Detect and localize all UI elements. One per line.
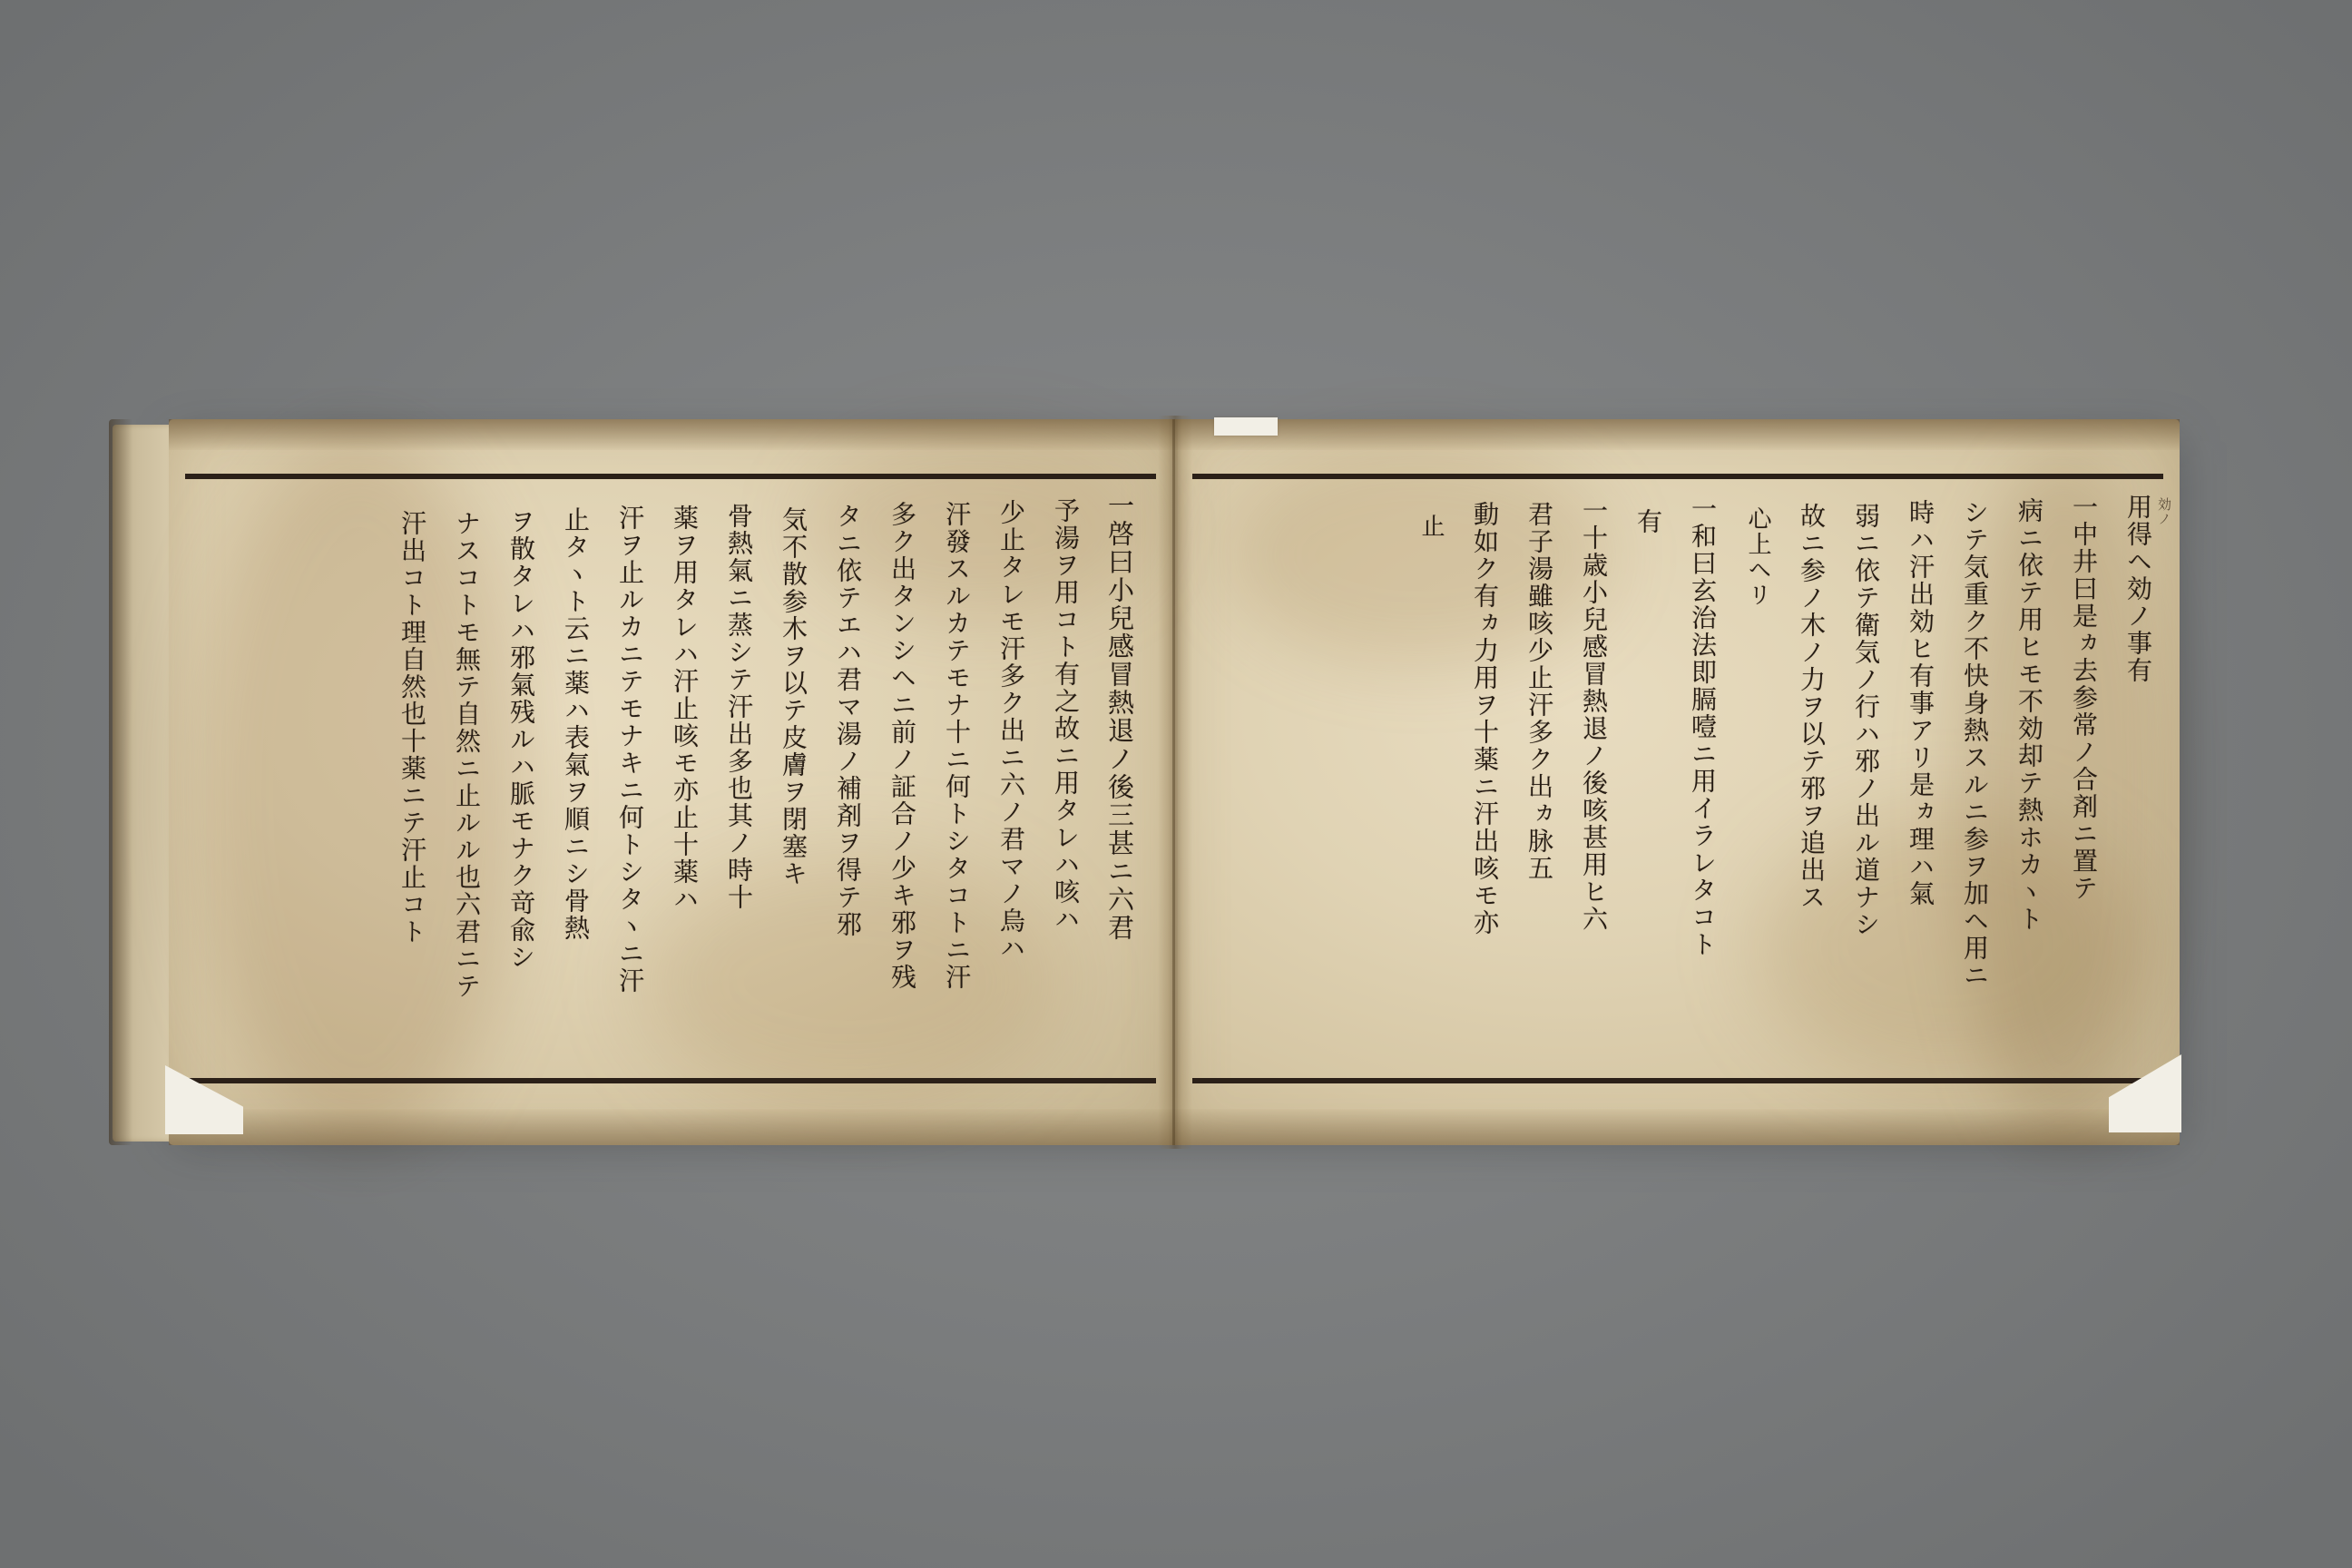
open-book	[169, 419, 2180, 1145]
text-column-r8: 心上ヘリ	[1744, 506, 1771, 608]
text-column-r7: 故ニ参ノ木ノ力ヲ以テ邪ヲ追出ス	[1797, 503, 1827, 911]
text-column-r3: 病ニ依テ用ヒモ不効却テ熱ホカヽト	[2014, 497, 2044, 933]
text-column-r12: 君子湯雖咳少止汗多ク出ヵ脉五	[1524, 501, 1554, 882]
text-column-r1: 用得ヘ効ノ事有	[2123, 494, 2153, 684]
text-column-l2: 予湯ヲ用コト有之故ニ用タレハ咳ハ	[1051, 497, 1081, 933]
text-column-r5: 時ハ汗出効ヒ有事アリ是ヵ理ハ氣	[1906, 499, 1936, 907]
text-column-r14: 止	[1417, 514, 1445, 539]
text-column-l14: 汗出コト理自然也十薬ニテ汗止コト	[397, 510, 427, 946]
text-column-r2: 一中井曰是ヵ去参常ノ合剤ニ置テ	[2069, 494, 2099, 902]
text-column-l6: タニ依テエハ君マ湯ノ補剤ヲ得テ邪	[833, 503, 863, 938]
text-column-l7: 気不散参木ヲ以テ皮膚ヲ閉塞キ	[779, 506, 808, 887]
text-column-r11: 一十歳小兒感冒熱退ノ後咳甚用ヒ六	[1579, 497, 1609, 933]
frame-rule-bottom-right	[1192, 1078, 2163, 1083]
text-column-l13: ナスコトモ無テ自然ニ止ルル也六君ニテ	[452, 510, 482, 1000]
text-column-r6: 弱ニ依テ衛気ノ行ハ邪ノ出ル道ナシ	[1851, 503, 1881, 938]
text-column-r13: 動如ク有ヵ力用ヲ十薬ニ汗出咳モ亦	[1470, 501, 1500, 936]
margin-annotation: 効ノ	[2156, 497, 2172, 526]
text-column-l1: 一啓曰小兒感冒熱退ノ後三甚ニ六君	[1104, 492, 1135, 942]
frame-rule-top-right	[1192, 474, 2163, 479]
text-column-l5: 多ク出タンシヘニ前ノ証合ノ少キ邪ヲ残	[887, 501, 917, 991]
text-column-l10: 汗ヲ止ルカニテモナキニ何トシタヽニ汗	[615, 505, 645, 995]
text-column-l12: ヲ散タレハ邪氣残ルハ脈モナク竒兪シ	[506, 508, 536, 971]
text-column-r4: シテ気重ク不快身熱スルニ参ヲ加ヘ用ニ	[1960, 499, 1990, 989]
book-fore-edge-shadow	[109, 419, 132, 1145]
text-column-l9: 薬ヲ用タレハ汗止咳モ亦止十薬ハ	[670, 505, 700, 913]
text-column-r10: 有	[1633, 508, 1663, 535]
corner-repair-top	[1214, 417, 1278, 436]
text-column-l11: 止タヽト云ニ薬ハ表氣ヲ順ニシ骨熱	[561, 506, 591, 942]
text-column-l3: 少止タレモ汗多ク出ニ六ノ君マノ烏ハ	[996, 499, 1026, 962]
frame-rule-top-left	[185, 474, 1156, 479]
frame-rule-bottom-left	[185, 1078, 1156, 1083]
text-column-l8: 骨熱氣ニ蒸シテ汗出多也其ノ時十	[724, 503, 754, 911]
text-column-l4: 汗發スルカテモナ十ニ何トシタコトニ汗	[942, 501, 972, 991]
text-column-r9: 一和曰玄治法即膈噎ニ用イラレタコト	[1688, 495, 1718, 958]
